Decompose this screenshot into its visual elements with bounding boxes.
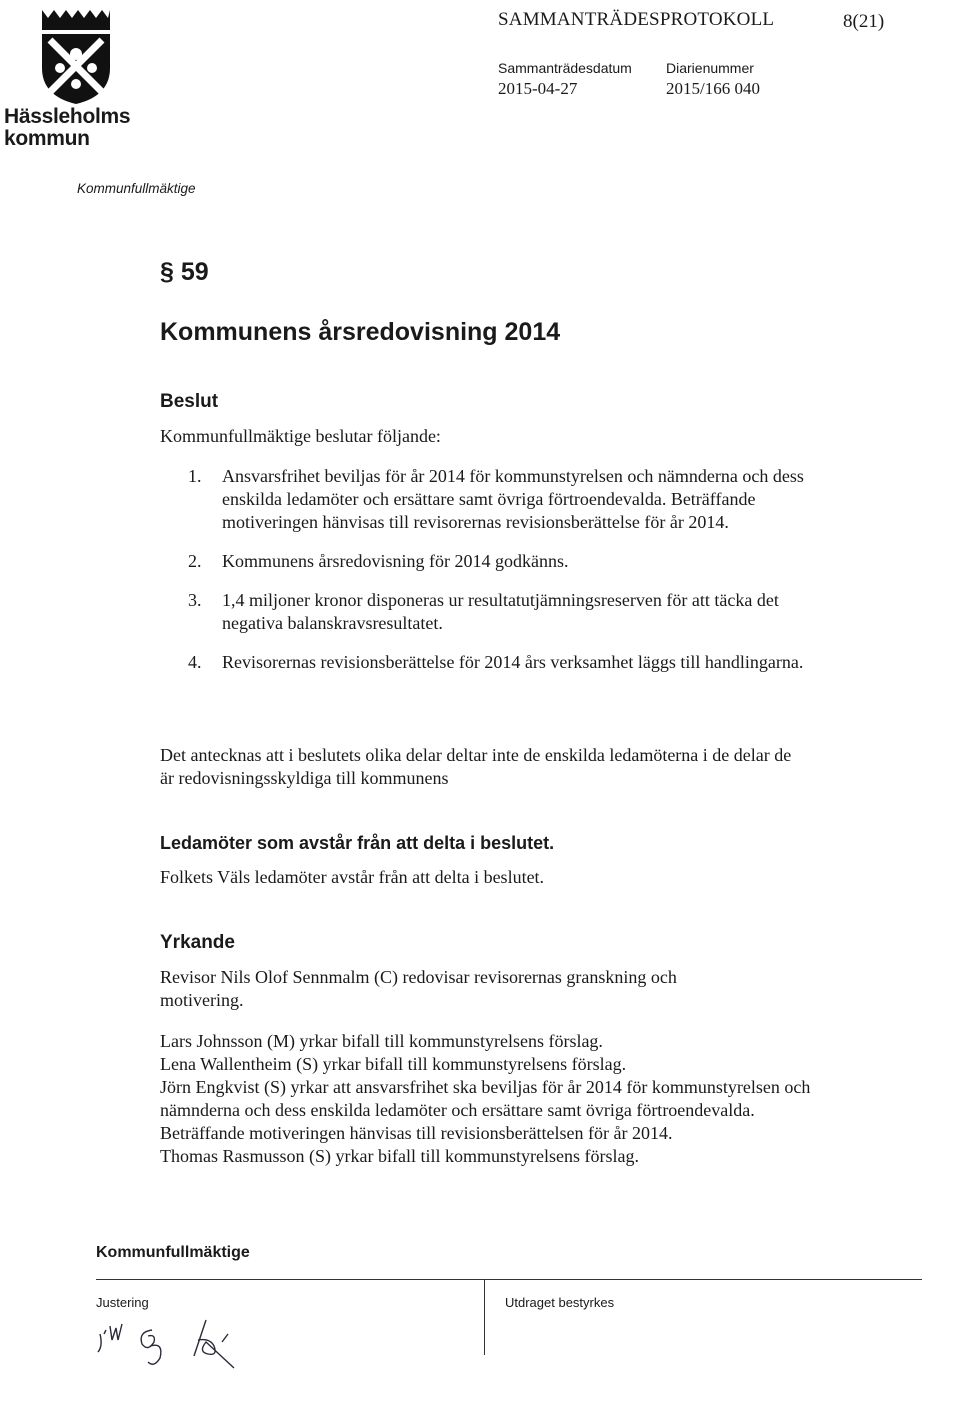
diary-number-label: Diarienummer (666, 60, 754, 76)
decision-item-text: Ansvarsfrihet beviljas för år 2014 för kommunstyrelsen och nämnderna och dess enskilda ledamöter och ersättare samt övriga förtroendevalda. Beträffande motiveringen hänvisas till revisorernas revisionsberättelse för år 2014. (222, 466, 804, 532)
municipal-crest (38, 6, 114, 106)
yrkande-auditor: Revisor Nils Olof Sennmalm (C) redovisar revisorernas granskning och motivering. (160, 967, 677, 1010)
decision-item-text: Revisorernas revisionsberättelse för 2014 års verksamhet läggs till handlingarna. (222, 652, 804, 672)
document-title: SAMMANTRÄDESPROTOKOLL (498, 9, 775, 30)
decision-item (188, 589, 828, 635)
annotation-note: Det antecknas att i beslutets olika delar deltar inte de enskilda ledamöterna i de delar de är redovisningsskyldiga till kommunens (160, 745, 792, 788)
yrkande-heading: Yrkande (160, 932, 235, 953)
decision-item (188, 651, 828, 674)
page-number: 8(21) (843, 11, 885, 32)
yrkande-motions (160, 1030, 830, 1168)
organisation-name (4, 106, 130, 150)
beslut-heading: Beslut (160, 391, 219, 412)
decision-item-number: 1. (188, 466, 202, 486)
decision-list (188, 465, 828, 690)
utdraget-label: Utdraget bestyrkes (505, 1295, 615, 1310)
organisation-name-line1: Hässleholms (4, 105, 131, 128)
justering-label: Justering (96, 1295, 149, 1310)
paragraph-number: § 59 (160, 258, 209, 286)
issuing-body: Kommunfullmäktige (77, 181, 196, 196)
footer-rule (96, 1279, 922, 1280)
abstain-heading: Ledamöter som avstår från att delta i beslutet. (160, 833, 555, 853)
motion-line: Lena Wallentheim (S) yrkar bifall till kommunstyrelsens förslag. (160, 1054, 627, 1074)
decision-item (188, 550, 828, 573)
organisation-name-line2: kommun (4, 127, 90, 150)
diary-number-value: 2015/166 040 (666, 79, 760, 98)
footer-body: Kommunfullmäktige (96, 1244, 250, 1261)
footer-divider (484, 1279, 485, 1355)
motion-line: Lars Johnsson (M) yrkar bifall till kommunstyrelsens förslag. (160, 1031, 603, 1051)
beslut-intro: Kommunfullmäktige beslutar följande: (160, 426, 441, 446)
abstain-text: Folkets Väls ledamöter avstår från att delta i beslutet. (160, 867, 545, 887)
decision-item-number: 3. (188, 590, 202, 610)
meeting-date-label: Sammanträdesdatum (498, 60, 632, 76)
decision-item-text: Kommunens årsredovisning för 2014 godkänns. (222, 551, 569, 571)
section-title: Kommunens årsredovisning 2014 (160, 318, 561, 346)
decision-item-number: 2. (188, 551, 202, 571)
decision-item (188, 465, 828, 534)
meeting-date-value: 2015-04-27 (498, 79, 578, 98)
decision-item-number: 4. (188, 652, 202, 672)
motion-line: Jörn Engkvist (S) yrkar att ansvarsfrihet ska beviljas för år 2014 för kommunstyrelsen och nämnderna och dess enskilda ledamöter och ersättare samt övriga förtroendevalda. Beträffande motiveringen hänvisas till revisionsberättelsen för år 2014. (160, 1077, 811, 1143)
signature-initials (94, 1312, 254, 1378)
motion-line: Thomas Rasmusson (S) yrkar bifall till kommunstyrelsens förslag. (160, 1146, 639, 1166)
decision-item-text: 1,4 miljoner kronor disponeras ur resultatutjämningsreserven för att täcka det negativa balanskravsresultatet. (222, 590, 779, 633)
